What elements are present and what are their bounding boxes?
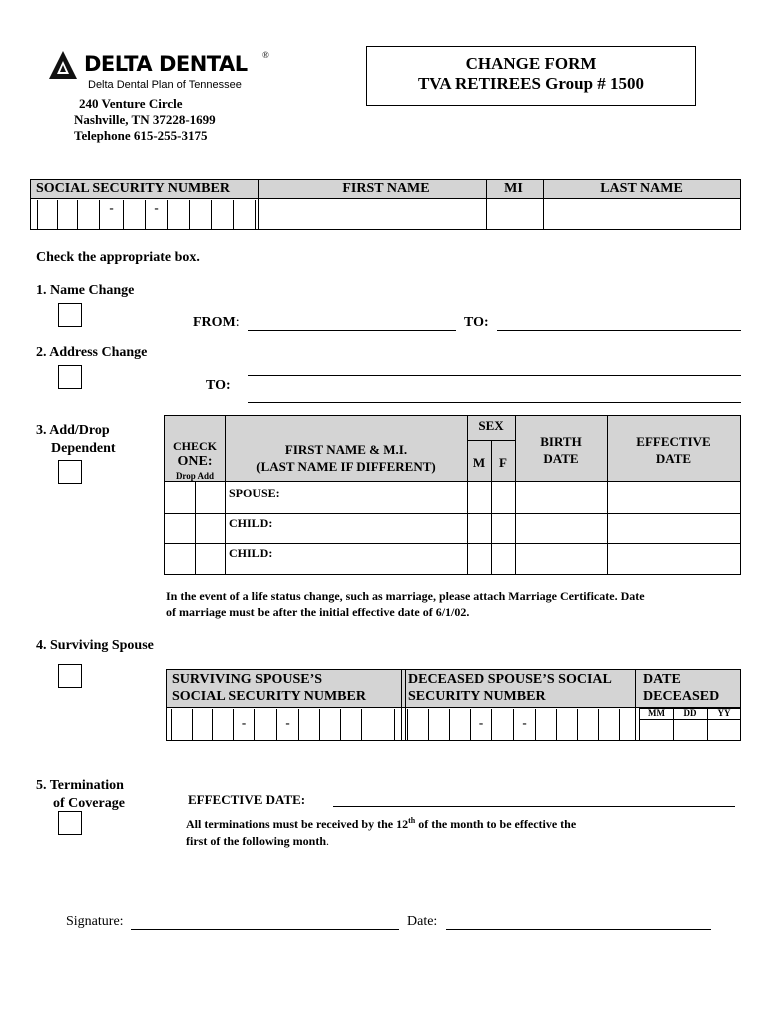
name-header-line2: (LAST NAME IF DIFFERENT)	[256, 459, 436, 474]
surviving-ssn-digit-1[interactable]	[171, 709, 192, 740]
date-line[interactable]	[446, 929, 711, 930]
address-line-1[interactable]	[248, 375, 741, 376]
termination-note-line1	[186, 812, 576, 833]
dependent-table	[164, 415, 741, 575]
drop-add-labels	[165, 471, 225, 481]
deceased-ssn-digit-6[interactable]	[513, 709, 535, 740]
sex-header: SEX	[478, 418, 504, 433]
dependent-title-line2: Dependent	[51, 441, 116, 456]
first-name-field[interactable]	[259, 200, 486, 229]
surviving-ssn-header	[172, 671, 366, 705]
surviving-ssn-digit-10[interactable]	[361, 709, 382, 740]
ssn-dash: -	[109, 200, 114, 215]
row-label-spouse: SPOUSE:	[229, 486, 280, 500]
name-change-from-label	[193, 315, 240, 331]
termination-note-part2: of the month to be effective the	[415, 817, 577, 831]
surviving-ssn-digit-8[interactable]	[319, 709, 340, 740]
termination-note	[186, 812, 576, 850]
logo	[48, 48, 278, 94]
termination-note-part1: All terminations must be received by the 12	[186, 817, 409, 831]
drop-label: Drop	[175, 471, 196, 481]
ssn-digit-8[interactable]	[189, 200, 211, 229]
surviving-ssn-digit-2[interactable]	[192, 709, 212, 740]
signature-line[interactable]	[131, 929, 399, 930]
mi-field[interactable]	[487, 200, 543, 229]
address-street: 240 Venture Circle	[79, 96, 183, 111]
surviving-ssn-digit-3[interactable]	[212, 709, 233, 740]
mm-label: MM	[648, 708, 665, 718]
deceased-ssn-digit-11[interactable]	[619, 709, 633, 740]
name-change-to-label: TO:	[464, 315, 489, 330]
mi-input[interactable]	[487, 200, 543, 229]
surviving-ssn-dash: -	[285, 715, 290, 730]
ssn-digit-1[interactable]	[37, 200, 57, 229]
termination-effective-label: EFFECTIVE DATE:	[188, 792, 306, 807]
termination-title-line1: 5. Termination	[36, 778, 124, 793]
address-change-checkbox[interactable]	[58, 365, 82, 389]
surviving-spouse-table	[166, 669, 741, 741]
surviving-spouse-checkbox[interactable]	[58, 664, 82, 688]
deceased-ssn-input-group	[407, 709, 633, 740]
section-dependent-title	[36, 422, 116, 458]
termination-note-line2	[186, 833, 576, 850]
effective-date-header	[607, 433, 740, 467]
from-colon: :	[235, 315, 240, 330]
dd-label: DD	[683, 708, 697, 718]
check-one-header	[165, 439, 225, 481]
instructions: Check the appropriate box.	[36, 250, 200, 265]
surviving-label-line1: SURVIVING SPOUSE’S	[172, 672, 323, 687]
form-title: CHANGE FORM	[465, 54, 597, 73]
ssn-digit-4[interactable]	[99, 200, 123, 229]
last-name-field[interactable]	[544, 200, 740, 229]
last-name-input[interactable]	[544, 200, 740, 229]
deceased-ssn-digit-8[interactable]	[556, 709, 577, 740]
effective-label-line2: DATE	[655, 451, 692, 466]
company-address	[74, 96, 230, 144]
one-label: ONE:	[177, 454, 213, 469]
first-name-input[interactable]	[259, 200, 486, 229]
add-label: Add	[197, 471, 215, 481]
address-line-2[interactable]	[248, 402, 741, 403]
ssn-digit-7[interactable]	[167, 200, 189, 229]
termination-note-part3: first of the following month	[186, 834, 326, 848]
deceased-ssn-digit-5[interactable]	[491, 709, 513, 740]
name-change-checkbox[interactable]	[58, 303, 82, 327]
surviving-ssn-dash: -	[241, 715, 247, 730]
deceased-ssn-digit-7[interactable]	[535, 709, 556, 740]
delta-triangle-icon	[48, 50, 78, 80]
member-table	[30, 179, 741, 230]
address-phone: Telephone 615-255-3175	[74, 128, 208, 143]
section-name-change-title: 1. Name Change	[36, 283, 135, 298]
ssn-digit-10[interactable]	[233, 200, 256, 229]
deceased-label-line1: DECEASED SPOUSE’S SOCIAL	[408, 672, 612, 687]
logo-text: DELTA DENTAL	[84, 52, 248, 76]
deceased-ssn-digit-4[interactable]	[470, 709, 491, 740]
dependent-row[interactable]	[229, 546, 272, 561]
yy-label: YY	[717, 708, 731, 718]
termination-effective-line[interactable]	[333, 806, 735, 807]
sex-m-header: M	[472, 455, 486, 470]
termination-note-sup: th	[408, 816, 416, 825]
first-name-label: FIRST NAME	[342, 181, 430, 196]
section-surviving-spouse-title: 4. Surviving Spouse	[36, 638, 154, 653]
deceased-label-line2: SECURITY NUMBER	[408, 689, 546, 704]
marriage-note-line1: In the event of a life status change, such as marriage, please attach Marriage Certificate. Date	[166, 589, 645, 603]
dependent-title-line1: 3. Add/Drop	[36, 423, 110, 438]
logo-registered-mark: ®	[262, 50, 269, 60]
deceased-ssn-digit-1[interactable]	[407, 709, 428, 740]
date-label-line2: DECEASED	[643, 689, 720, 704]
deceased-ssn-digit-10[interactable]	[598, 709, 619, 740]
dependent-row[interactable]	[229, 486, 280, 501]
birth-label-line1: BIRTH	[540, 434, 582, 449]
ssn-digit-2[interactable]	[57, 200, 77, 229]
ssn-digit-5[interactable]	[123, 200, 145, 229]
dependent-row[interactable]	[229, 516, 272, 531]
deceased-ssn-dash: -	[522, 715, 527, 730]
deceased-ssn-header	[408, 671, 612, 705]
form-group-title: TVA RETIREES Group # 1500	[417, 74, 645, 93]
ssn-input-group	[37, 200, 256, 229]
deceased-ssn-digit-3[interactable]	[449, 709, 470, 740]
surviving-ssn-digit-6[interactable]	[276, 709, 298, 740]
address-city: Nashville, TN 37228-1699	[74, 112, 216, 127]
logo-subtitle: Delta Dental Plan of Tennessee	[88, 79, 242, 91]
birth-label-line2: DATE	[543, 451, 579, 466]
ssn-dash: -	[154, 200, 159, 215]
row-label-child: CHILD:	[229, 546, 273, 560]
termination-title-line2: of Coverage	[53, 796, 125, 811]
signature-label: Signature:	[66, 914, 124, 929]
name-change-from-line[interactable]	[248, 330, 456, 331]
termination-note-period: .	[326, 834, 329, 848]
form-title-box	[366, 46, 696, 106]
sex-f-header: F	[499, 455, 507, 470]
from-label: FROM	[193, 315, 236, 330]
surviving-ssn-digit-9[interactable]	[340, 709, 361, 740]
ssn-digit-3[interactable]	[77, 200, 99, 229]
section-termination-title	[36, 777, 125, 813]
deceased-ssn-dash: -	[478, 715, 484, 730]
surviving-ssn-digit-7[interactable]	[298, 709, 319, 740]
name-header	[225, 441, 467, 475]
date-label: Date:	[407, 914, 438, 929]
row-label-child: CHILD:	[229, 516, 273, 530]
check-label: CHECK	[172, 439, 217, 453]
name-change-to-line[interactable]	[497, 330, 741, 331]
surviving-ssn-input-group	[171, 709, 395, 740]
deceased-ssn-digit-2[interactable]	[428, 709, 449, 740]
address-change-to-label: TO:	[206, 378, 231, 393]
surviving-label-line2: SOCIAL SECURITY NUMBER	[172, 689, 366, 704]
yy-field[interactable]	[708, 720, 741, 740]
mi-label: MI	[504, 181, 523, 196]
date-label-line1: DATE	[643, 672, 681, 687]
birth-date-header	[515, 433, 607, 467]
termination-checkbox[interactable]	[58, 811, 82, 835]
effective-label-line1: EFFECTIVE	[636, 434, 711, 449]
marriage-note	[166, 588, 645, 620]
last-name-label: LAST NAME	[600, 181, 683, 196]
date-deceased-header	[643, 671, 719, 705]
deceased-ssn-digit-9[interactable]	[577, 709, 598, 740]
section-address-change-title: 2. Address Change	[36, 345, 148, 360]
ssn-digit-9[interactable]	[211, 200, 233, 229]
dd-field[interactable]	[674, 720, 707, 740]
mm-field[interactable]	[640, 720, 673, 740]
dependent-checkbox[interactable]	[58, 460, 82, 484]
date-deceased-fields	[639, 708, 740, 740]
marriage-note-line2: of marriage must be after the initial effective date of 6/1/02.	[166, 605, 470, 619]
name-header-line1: FIRST NAME & M.I.	[284, 442, 408, 457]
surviving-ssn-digit-4[interactable]	[233, 709, 254, 740]
surviving-ssn-digit-5[interactable]	[254, 709, 276, 740]
ssn-label: SOCIAL SECURITY NUMBER	[36, 181, 230, 196]
ssn-digit-6[interactable]	[145, 200, 167, 229]
